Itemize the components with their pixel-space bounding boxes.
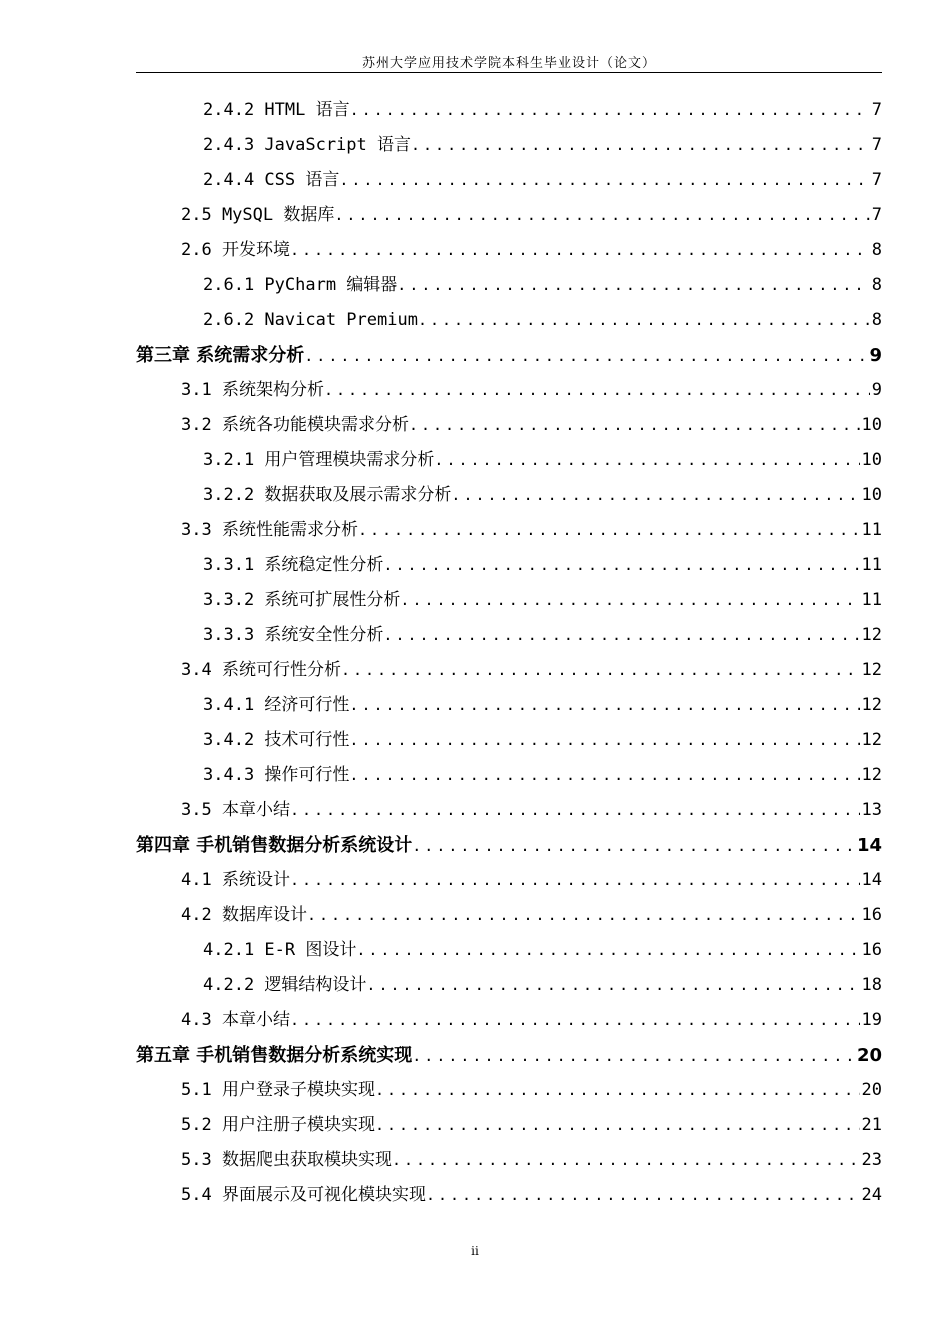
toc-entry[interactable] [136,513,882,548]
toc-entry-page: 7 [871,205,882,225]
toc-entry[interactable] [136,968,882,1003]
page-number: ii [471,1244,479,1258]
toc-entry-title: 3.4.2 技术可行性 [203,730,350,750]
toc-dot-leader [426,1178,860,1213]
toc-entry-page: 12 [861,730,882,750]
toc-entry[interactable] [136,443,882,478]
toc-entry[interactable] [136,898,882,933]
toc-entry-title: 2.4.2 HTML 语言 [203,100,350,120]
toc-entry[interactable] [136,93,882,128]
toc-entry-title: 3.3.2 系统可扩展性分析 [203,590,401,610]
toc-entry-page: 11 [861,520,882,540]
toc-dot-leader [349,758,859,793]
toc-entry-title: 2.4.3 JavaScript 语言 [203,135,411,155]
toc-entry-page: 12 [861,625,882,645]
toc-entry-page: 8 [871,310,882,330]
toc-entry[interactable] [136,723,882,758]
toc-entry-title: 3.4 系统可行性分析 [181,660,341,680]
toc-entry-page: 12 [861,765,882,785]
page-header-title: 苏州大学应用技术学院本科生毕业设计（论文） [361,56,656,71]
table-of-contents [136,93,882,1213]
toc-entry-page: 10 [861,450,882,470]
toc-entry-page: 16 [861,905,882,925]
toc-entry-page: 13 [861,800,882,820]
toc-dot-leader [409,408,860,443]
toc-entry-page: 9 [869,345,882,366]
toc-dot-leader [383,548,859,583]
toc-entry-page: 21 [861,1115,882,1135]
toc-entry[interactable] [136,688,882,723]
toc-entry-title: 3.5 本章小结 [181,800,290,820]
toc-entry-title: 2.4.4 CSS 语言 [203,170,340,190]
toc-entry-page: 12 [861,660,882,680]
toc-entry-title: 5.3 数据爬虫获取模块实现 [181,1150,392,1170]
toc-dot-leader [366,968,859,1003]
toc-entry-page: 10 [861,485,882,505]
toc-dot-leader [411,128,870,163]
toc-dot-leader [290,863,860,898]
toc-dot-leader [290,233,870,268]
toc-dot-leader [307,898,860,933]
toc-entry-page: 11 [861,590,882,610]
toc-entry-page: 11 [861,555,882,575]
toc-dot-leader [290,793,860,828]
toc-entry[interactable] [136,933,882,968]
toc-entry-title: 5.1 用户登录子模块实现 [181,1080,375,1100]
toc-entry-title: 第五章 手机销售数据分析系统实现 [136,1045,413,1066]
toc-entry-page: 10 [861,415,882,435]
toc-dot-leader [375,1108,860,1143]
toc-entry-title: 2.6.1 PyCharm 编辑器 [203,275,398,295]
toc-entry[interactable] [136,373,882,408]
toc-entry-title: 4.1 系统设计 [181,870,290,890]
toc-entry-title: 4.2.1 E-R 图设计 [203,940,357,960]
toc-entry-page: 7 [871,135,882,155]
toc-entry-page: 24 [861,1185,882,1205]
toc-entry-title: 4.2 数据库设计 [181,905,307,925]
toc-dot-leader [412,829,855,864]
toc-entry[interactable] [136,1143,882,1178]
toc-dot-leader [334,198,869,233]
toc-dot-leader [356,933,859,968]
toc-entry-title: 5.4 界面展示及可视化模块实现 [181,1185,426,1205]
toc-entry[interactable] [136,163,882,198]
toc-dot-leader [412,1039,855,1074]
toc-dot-leader [349,723,859,758]
toc-entry-title: 第四章 手机销售数据分析系统设计 [136,835,413,856]
toc-entry[interactable] [136,268,882,303]
toc-entry-title: 3.2.2 数据获取及展示需求分析 [203,485,452,505]
toc-dot-leader [397,268,869,303]
toc-entry-title: 4.3 本章小结 [181,1010,290,1030]
toc-dot-leader [392,1143,860,1178]
toc-entry-page: 14 [861,870,882,890]
toc-entry-page: 16 [861,940,882,960]
toc-dot-leader [304,339,867,374]
header-rule [136,72,882,73]
toc-dot-leader [339,163,869,198]
toc-entry-title: 3.3 系统性能需求分析 [181,520,358,540]
toc-entry-title: 3.1 系统架构分析 [181,380,324,400]
toc-dot-leader [434,443,859,478]
toc-entry[interactable] [136,198,882,233]
toc-dot-leader [290,1003,860,1038]
toc-entry[interactable] [136,303,882,338]
toc-entry-page: 20 [861,1080,882,1100]
toc-entry-page: 14 [856,835,882,856]
toc-entry[interactable] [136,828,882,863]
toc-entry[interactable] [136,548,882,583]
toc-dot-leader [358,513,860,548]
toc-dot-leader [350,93,870,128]
toc-entry-page: 7 [871,170,882,190]
toc-dot-leader [418,303,870,338]
toc-entry[interactable] [136,758,882,793]
toc-entry[interactable] [136,408,882,443]
toc-entry[interactable] [136,583,882,618]
toc-entry-page: 19 [861,1010,882,1030]
toc-dot-leader [324,373,870,408]
toc-entry-page: 12 [861,695,882,715]
toc-entry-page: 7 [871,100,882,120]
toc-entry-page: 23 [861,1150,882,1170]
toc-dot-leader [451,478,859,513]
toc-dot-leader [375,1073,860,1108]
toc-entry[interactable] [136,478,882,513]
toc-entry[interactable] [136,338,882,373]
toc-entry-title: 3.4.3 操作可行性 [203,765,350,785]
toc-entry[interactable] [136,1073,882,1108]
toc-entry-page: 20 [856,1045,882,1066]
toc-entry-page: 8 [871,275,882,295]
toc-entry-page: 9 [871,380,882,400]
toc-dot-leader [341,653,860,688]
toc-entry-title: 5.2 用户注册子模块实现 [181,1115,375,1135]
toc-entry-title: 4.2.2 逻辑结构设计 [203,975,367,995]
toc-entry[interactable] [136,1178,882,1213]
toc-entry[interactable] [136,1003,882,1038]
toc-entry-title: 2.6.2 Navicat Premium [203,310,418,330]
toc-dot-leader [400,583,859,618]
toc-entry-title: 第三章 系统需求分析 [136,345,305,366]
toc-entry[interactable] [136,1108,882,1143]
toc-entry-title: 2.5 MySQL 数据库 [181,205,335,225]
toc-entry-page: 18 [861,975,882,995]
toc-entry[interactable] [136,793,882,828]
toc-entry-title: 2.6 开发环境 [181,240,290,260]
toc-dot-leader [349,688,859,723]
toc-entry-title: 3.2 系统各功能模块需求分析 [181,415,409,435]
toc-entry-title: 3.2.1 用户管理模块需求分析 [203,450,435,470]
toc-entry-page: 8 [871,240,882,260]
toc-entry[interactable] [136,128,882,163]
toc-entry-title: 3.4.1 经济可行性 [203,695,350,715]
toc-entry-title: 3.3.1 系统稳定性分析 [203,555,384,575]
toc-entry[interactable] [136,653,882,688]
toc-entry[interactable] [136,618,882,653]
toc-entry[interactable] [136,1038,882,1073]
toc-entry[interactable] [136,233,882,268]
toc-dot-leader [383,618,859,653]
toc-entry-title: 3.3.3 系统安全性分析 [203,625,384,645]
toc-entry[interactable] [136,863,882,898]
